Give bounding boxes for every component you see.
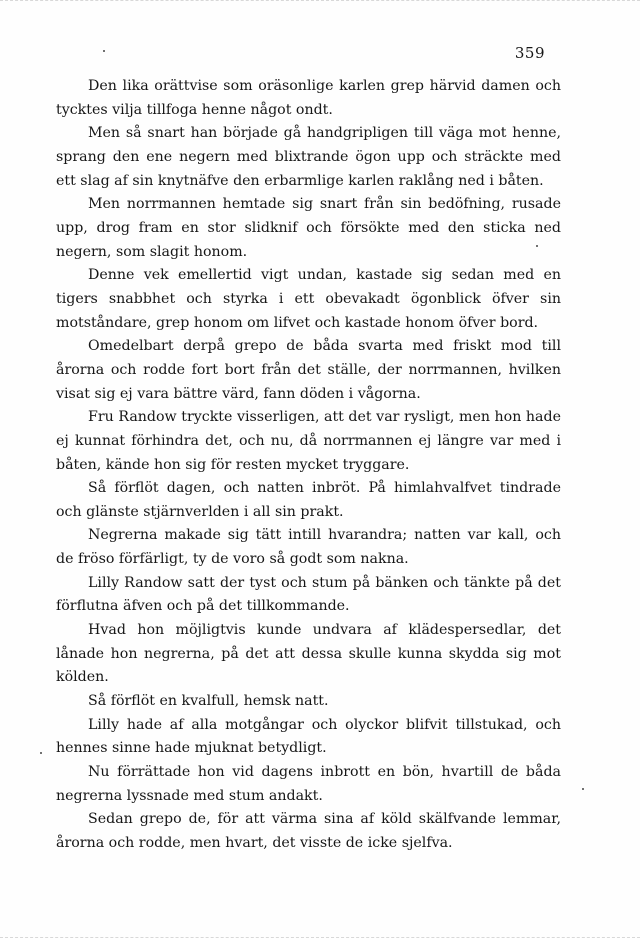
paragraph: Omedelbart derpå grepo de båda svarta med friskt mod till årorna och rodde fort bort från det ställe, der norrmannen, hvilken visat sig ej vara bättre värd, fann döden i vågorna. (56, 338, 561, 402)
paragraph: Men så snart han började gå handgripligen till väga mot henne, sprang den ene negern med blixtrande ögon upp och sträckte med ett slag af sin knytnäfve den erbarmlige karlen raklång ned i båten. (56, 125, 561, 189)
scan-speck (40, 752, 42, 754)
paragraph: Fru Randow tryckte visserligen, att det var rysligt, men hon hade ej kunnat förhindra det, och nu, då norrmannen ej längre var med i båten, kände hon sig för resten mycket tryggare. (56, 409, 561, 473)
paragraph: Så förflöt dagen, och natten inbröt. På himlahvalfvet tindrade och glänste stjärnverlden i all sin prakt. (56, 480, 561, 520)
paragraph: Negrerna makade sig tätt intill hvarandra; natten var kall, och de fröso förfärligt, ty de voro så godt som nakna. (56, 527, 561, 568)
page-number: 359 (514, 44, 545, 62)
body-text (56, 75, 561, 856)
scan-speck (582, 788, 584, 790)
paragraph: Så förflöt en kvalfull, hemsk natt. (88, 693, 329, 710)
paragraph: Lilly hade af alla motgångar och olyckor blifvit tillstukad, och hennes sinne hade mjuknat betydligt. (56, 716, 561, 757)
paragraph: Hvad hon möjligtvis kunde undvara af klädespersedlar, det lånade hon negrerna, på det att dessa skulle kunna skydda sig mot kölden. (56, 622, 561, 686)
scan-speck (103, 50, 105, 52)
paragraph: Den lika orättvise som oräsonlige karlen grep härvid damen och tycktes vilja tillfoga henne något ondt. (56, 78, 561, 118)
scan-speck (536, 245, 538, 247)
scan-edge-top (0, 0, 640, 3)
paragraph: Denne vek emellertid vigt undan, kastade sig sedan med en tigers snabbhet och styrka i ett obevakadt ögonblick öfver sin motståndare, grep honom om lifvet och kastade honom öfver bord. (56, 267, 561, 331)
paragraph: Sedan grepo de, för att värma sina af köld skälfvande lemmar, årorna och rodde, men hvart, det visste de icke sjelfva. (56, 811, 561, 851)
paragraph: Nu förrättade hon vid dagens inbrott en bön, hvartill de båda negrerna lyssnade med stum andakt. (56, 764, 561, 804)
paragraph: Men norrmannen hemtade sig snart från sin bedöfning, rusade upp, drog fram en stor slidknif och försökte med den sticka ned negern, som slagit honom. (56, 196, 561, 260)
paragraph: Lilly Randow satt der tyst och stum på bänken och tänkte på det förflutna äfven och på det tillkommande. (56, 574, 561, 615)
